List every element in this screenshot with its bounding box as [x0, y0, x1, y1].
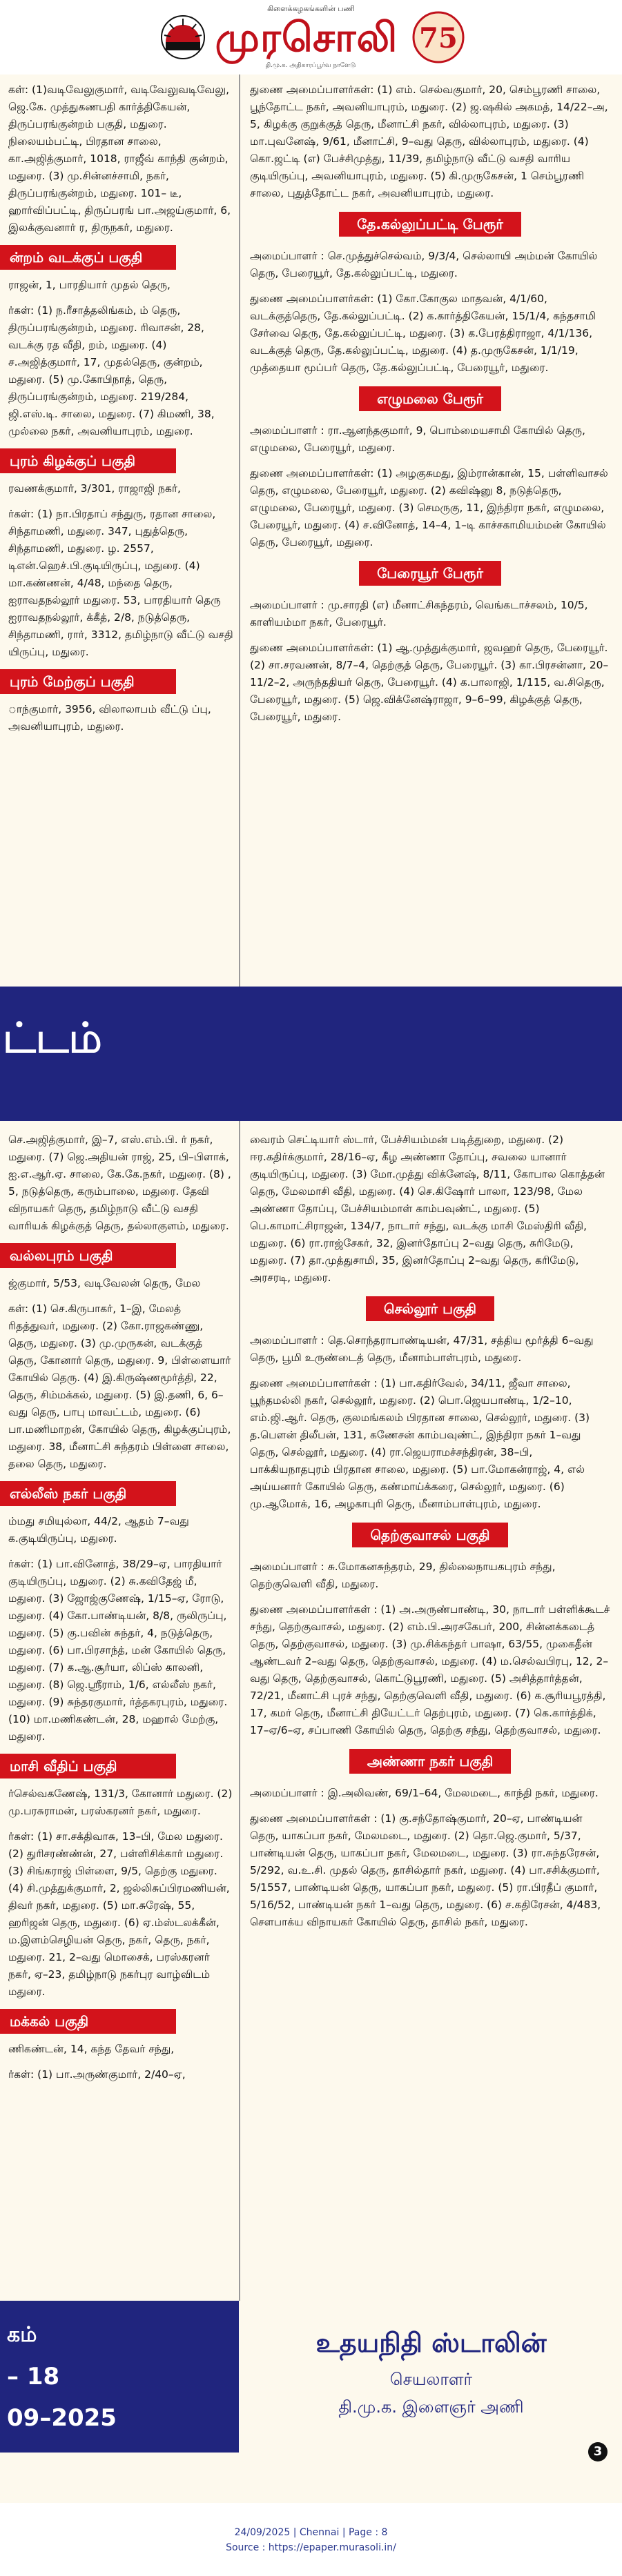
text-block: ர்செல்வகணேஷ், 131/3, கோனார் மதுரை. (2) மு.பரசுராமன், பரஸ்கரனர் நகர், மதுரை.: [8, 1787, 233, 1817]
section-heading: தெற்குவாசல் பகுதி: [352, 1523, 507, 1547]
section-heading: புரம் மேற்குப் பகுதி: [0, 669, 176, 694]
text-block: ாந்குமார், 3956, விலாலாபம் வீட்டு ப்பு, அவனியாபுரம், மதுரை.: [8, 703, 211, 733]
text-block: வைரம் செட்டியார் ஸ்டார், பேச்சியம்மன் படித்துறை, மதுரை. (2) ஈர.கதிர்க்குமார், 28/16–ஏ, கீழ அண்ணா தோப்பு, சவலை யானார் குடியிருப்பு, மதுரை. (3) மோ.முத்து விக்னேஷ், 8/11, கோபால கொத்தன் தெரு, மேலமாசி வீதி, மதுரை. (4) செ.கிஷோர் பாலா, 123/98, மேல அண்ணா தோப்பு, பேச்சியம்மாள் காம்பவுண்ட், மதுரை. (5) பெ.காமாட்சிராஜன், 134/7, நாடார் சந்து, வடக்கு மாசி மேஸ்திரி வீதி, மதுரை. (6) ரா.ராஜ்சேகர், 32, இனர்தோப்பு 2–வது தெரு, சுரிமேடு, மதுரை. (7) தா.முத்துசாமி, 35, இனர்தோப்பு 2–வது தெரு, கரிமேடு, அரசரடி, மதுரை.: [250, 1133, 605, 1284]
announcement-line-3: 09–2025: [7, 2404, 117, 2432]
paper-name: முரசொலி: [215, 14, 398, 61]
signature-block: [240, 2301, 622, 2453]
masthead-subtitle: தி.மு.க. அதிகாரப்பூர்வ நாளேடு: [265, 62, 356, 69]
anniversary-75-emblem: [408, 10, 469, 65]
section-heading: செல்லூர் பகுதி: [366, 1296, 494, 1321]
signatory-title: செயலாளர்: [389, 2370, 473, 2389]
announcement-box: [0, 2301, 239, 2453]
text-block: ணிகண்டன், 14, கந்த தேவர் சந்து,: [8, 2043, 175, 2055]
section-heading: அண்ணா நகர் பகுதி: [349, 1749, 512, 1774]
section-heading: மாசி வீதிப் பகுதி: [0, 1754, 176, 1779]
text-block: அமைப்பாளர் : மு.சாரதி (எ) மீனாட்சிகந்தரம், வெங்கடாச்சலம், 10/5, காளியம்மா நகர், பேரையூர்.: [250, 599, 588, 628]
lower-right-column: [250, 1131, 610, 1939]
text-block: கள்: (1)வடிவேலுகுமார், வடிவேலுவடிவேலு, ஜெ.கே. முத்துகணபதி கார்த்திகேயன், திருப்பரங்குன்றம் பகுதி, மதுரை. நிலையம்பட்டி, பிரதான சாலை, கா.அஜித்குமார், 1018, ராஜீவ் காந்தி குன்றம், மதுரை. (3) மு.சின்னச்சாமி, நகர், திருப்பரங்குன்றம், மதுரை. 101– டீ, ஹார்விப்பட்டி, திருப்பரங் பா.அஜய்குமார், 6, இலக்குவனார் ர, திருநகர், மதுரை.: [8, 83, 231, 234]
text-block: அமைப்பாளர் : செ.முத்துச்செல்வம், 9/3/4, செல்லாயி அம்மன் கோயில் தெரு, பேரையூர், தே.கல்லுப்பட்டி, மதுரை.: [250, 250, 598, 279]
section-heading: வல்லபுரம் பகுதி: [0, 1243, 176, 1268]
column-divider-top: [239, 75, 240, 987]
text-block: அமைப்பாளர் : சு.மோகனசுந்தரம், 29, தில்லைநாயகபுரம் சந்து, தெற்குவெளி வீதி, மதுரை.: [250, 1561, 556, 1590]
page-footer: [0, 2525, 622, 2555]
source-link[interactable]: Source : https://epaper.murasoli.in/: [226, 2542, 396, 2553]
section-heading: எழுமலை பேரூர்: [359, 386, 501, 411]
upper-left-column: [8, 81, 233, 744]
upper-right-column: [250, 81, 610, 734]
text-block: ர்கள்: (1) பா.அருண்குமார், 2/40–ஏ,: [8, 2068, 186, 2081]
text-block: துணை அமைப்பாளர்கள் : (1) அ.அருண்பாண்டி, 30, நாடார் பள்ளிக்கூடச் சந்து, தெற்குவாசல், மதுரை. (2) எம்.பி.அரசகேபர், 200, சின்னக்கடைத் தெரு, தெற்குவாசல், மதுரை. (3) மு.சிக்கந்தர் பாஷா, 63/55, முகைதீன் ஆண்டவர் 2–வது தெரு, தெற்குவாசல், மதுரை. (4) ம.செல்வபிரபு, 12, 2–வது தெரு, தெற்குவாசல், கொட்டுபூரணி, மதுரை. (5) அசித்தார்த்தன், 72/21, மீனாட்சி புரச் சந்து, தெற்குவெளி வீதி, மதுரை. (6) க.சூரியபூரத்தி, 17, கமர் தெரு, மீனாட்சி தியேட்டர் தெற்புரம், மதுரை. (7) கெ.கார்த்திக், 17–ஏ/6–ஏ, சப்பாணி கோயில் தெரு, தெற்கு சந்து, தெற்குவாசல், மதுரை.: [250, 1603, 610, 1736]
text-block: செ.அஜித்குமார், இ–7, எஸ்.எம்.பி. ர் நகர், மதுரை. (7) ஜெ.அதியன் ராஜ், 25, பி–பிளாக், ஐ.எ.ஆர்.ஏ. சாலை, கே.கே.நகர், மதுரை. (8) , 5, நடுத்தெரு, கரும்பாலை, மதுரை. தேவி விநாயகர் தெரு, தமிழ்நாடு வீட்டு வசதி வாரியக் கிழக்குத் தெரு, தல்லாகுளம், மதுரை.: [8, 1133, 231, 1232]
rising-sun-icon: [160, 14, 206, 60]
announcement-line-2: – 18: [7, 2363, 60, 2390]
masthead: [0, 0, 622, 72]
text-block: துணை அமைப்பாளர்கள் : (1) கு.சந்தோஷ்குமார், 20–ஏ, பாண்டியன் தெரு, யாகப்பா நகர், மேலமடை, மதுரை. (2) தொ.ஜெ.குமார், 5/37, பாண்டியன் தெரு, யாகப்பா நகர், மேலமடை, மதுரை. (3) ரா.சுந்தரேசன், 5/292, வ.உ.சி. முதல் தெரு, தாசில்தார் நகர், மதுரை. (4) பா.சசிக்குமார், 5/1557, பாண்டியன் தெரு, யாகப்பா நகர், மதுரை. (5) ரா.பிரதீப் குமார், 5/16/52, பாண்டியன் நகர் 1–வது தெரு, மதுரை. (6) ச.கதிரேசன், 4/483, சௌபாக்ய விநாயகர் கோயில் தெரு, தாசில் நகர், மதுரை.: [250, 1812, 601, 1928]
section-heading: பேரையூர் பேரூர்: [359, 561, 501, 586]
district-banner: [0, 987, 622, 1121]
banner-text: ட்டம்: [3, 1014, 102, 1062]
signatory-wing: தி.மு.க. இளைஞர் அணி: [338, 2397, 524, 2417]
text-block: ம்மது சமியுல்லா, 44/2, ஆதம் 7–வது க.குடியிருப்பு, மதுரை.: [8, 1515, 189, 1545]
text-block: கள்: (1) செ.கிருபாகர், 1–இ, மேலத் ரிதத்துவர், மதுரை. (2) கோ.ராஜகண்ணு, தெரு, மதுரை. (3) மு.முருகன், வடக்குத் தெரு, கோனார் தெரு, மதுரை. 9, பிள்ளையார் கோயில் தெரு. (4) இ.கிருஷ்ணமூர்த்தி, 22, தெரு, சிம்மக்கல், மதுரை. (5) இ.தணி, 6, 6–வது தெரு, பாபு மாவட்டம், மதுரை. (6) பா.மணிமாறன், கோயில் தெரு, கிழக்குப்புரம், மதுரை. 38, மீனாட்சி சுந்தரம் பிள்ளை சாலை, தலை தெரு, மதுரை.: [8, 1302, 231, 1470]
section-heading: புரம் கிழக்குப் பகுதி: [0, 448, 176, 473]
text-block: ர்கள்: (1) நா.பிரதாப் சந்துரு, ரதான சாலை, சிந்தாமணி, மதுரை. 347, புதுத்தெரு, சிந்தாமணி, மதுரை. ழ. 2557, டிஎன்.ஹெச்.பி.குடியிருப்பு, மதுரை. (4) மா.கண்ணன், 4/48, மந்தை தெரு, ஐராவதநல்லூர் மதுரை. 53, பாரதியார் தெரு ஐராவதநல்லூர், க்கீத், 2/8, நடுத்தெரு, சிந்தாமணி, ரார், 3312, தமிழ்நாடு வீட்டு வசதி யிருப்பு, மதுரை.: [8, 508, 233, 658]
text-block: அமைப்பாளர் : ரா.ஆனந்தகுமார், 9, பொம்மையசாமி கோயில் தெரு, எழுமலை, பேரையூர், மதுரை.: [250, 424, 585, 454]
section-heading: தே.கல்லுப்பட்டி பேரூர்: [339, 212, 521, 237]
logo-group: [155, 10, 473, 65]
text-block: அமைப்பாளர் : தெ.சொந்தராபாண்டியன், 47/31, சத்திய மூர்த்தி 6–வது தெரு, பூமி உருண்டைத் தெரு, மீனாம்பாள்புரம், மதுரை.: [250, 1334, 594, 1364]
text-block: ர்கள்: (1) பா.வினோத், 38/29–ஏ, பாரதியார் குடியிருப்பு, மதுரை. (2) சு.கவிதேஜ் மீ, மதுரை. (3) ஜோஜ்குணேஷ், 1/15–ஏ, ரோடு, மதுரை. (4) கோ.பாண்டியன், 8/8, ருலிருப்பு, மதுரை. (5) கு.பவின் சுந்தர், 4, நடுத்தெரு, மதுரை. (6) பா.பிரசாந்த், மன் கோயில் தெரு, மதுரை. (7) க.ஆ.சூர்யா, லிப்ஸ் காலனி, மதுரை. (8) ஜெ.ஸ்ரீராம், 1/6, எல்லீஸ் நகர், மதுரை. (9) சுந்தரகுமார், ர்த்தகரபுரம், மதுரை. (10) மா.மணிகண்டன், 28, மஹால் மேற்கு, மதுரை.: [8, 1558, 228, 1743]
section-heading: எல்லீஸ் நகர் பகுதி: [0, 1481, 176, 1506]
text-block: துணை அமைப்பாளர்கள் : (1) பா.கதிர்வேல், 34/11, ஜீவா சாலை, பூந்தமல்லி நகர், செல்லூர், மதுரை. (2) பொ.ஜெயபாண்டி, 1/2–10, எம்.ஜி.ஆர். தெரு, குலமங்கலம் பிரதான சாலை, செல்லூர், மதுரை. (3) த.பெளன் திலீபன், 131, கணேசன் காம்பவுண்ட், இந்திரா நகர் 1–வது தெரு, செல்லூர், மதுரை. (4) ரா.ஜெயராமச்சந்திரன், 38–பி, பாக்கியநாதபுரம் பிரதான சாலை, மதுரை. (5) பா.மோகன்ராஜ், 4, எல் அய்யனார் கோயில் தெரு, கண்மாய்க்கரை, செல்லூர், மதுரை. (6) மு.ஆமோக், 16, அழகாபுரி தெரு, மீனாம்பாள்புரம், மதுரை.: [250, 1377, 590, 1510]
text-block: ஜ்குமார், 5/53, வடிவேலன் தெரு, மேல: [8, 1277, 201, 1289]
edition-date-line: 24/09/2025 | Chennai | Page : 8: [234, 2527, 388, 2538]
text-block: துணை அமைப்பாளர்கள்: (1) கோ.கோகுல மாதவன், 4/1/60, வடக்குத்தெரு, தே.கல்லுப்பட்டி. (2) க.கார்த்திகேயன், 15/1/4, கந்தசாமி சேர்வை தெரு, தே.கல்லுப்பட்டி, மதுரை. (3) க.பேரத்திராஜா, 4/1/136, வடக்குத் தெரு, தே.கல்லுப்பட்டி, மதுரை. (4) த.முருகேசன், 1/1/19, முத்தையா மூப்பர் தெரு, தே.கல்லுப்பட்டி, பேரையூர், மதுரை.: [250, 293, 596, 374]
text-block: ராஜன், 1, பாரதியார் முதல் தெரு,: [8, 279, 171, 291]
text-block: அமைப்பாளர் : இ.அலிவண், 69/1–64, மேலமடை, காந்தி நகர், மதுரை.: [250, 1787, 599, 1799]
text-block: துணை அமைப்பாளர்கள்: (1) ஆ.முத்துக்குமார், ஜவஹர் தெரு, பேரையூர். (2) சா.சரவணன், 8/7–4, தெற்குத் தெரு, பேரையூர். (3) கா.பிரசன்னா, 20–11/2–2, அருந்ததியர் தெரு, பேரையூர். (4) க.பாலாஜி, 1/115, வ.சிதெரு, பேரையூர், மதுரை. (5) ஜெ.விக்னேஷ்ராஜா, 9–6–99, கிழக்குத் தெரு, பேரையூர், மதுரை.: [250, 642, 609, 723]
anniversary-number: 75: [418, 22, 458, 55]
column-divider-bottom: [239, 1121, 240, 2301]
text-block: ர்கள்: (1) ந.ரீசாத்தலிங்கம், ம் தெரு, திருப்பரங்குன்றம், மதுரை. ரிவாசன், 28, வடக்கு ரத வீதி, றம், மதுரை. (4) ச.அஜித்குமார், 17, முதல்தெரு, குன்றம், மதுரை. (5) மு.கோபிநாத், தெரு, திருப்பரங்குன்றம், மதுரை. 219/284, ஜி.எஸ்.டி. சாலை, மதுரை. (7) கிமணி, 38, முல்லை நகர், அவனியாபுரம், மதுரை.: [8, 304, 215, 437]
masthead-tagline: கிளைக்கழகங்களின் பணி: [267, 4, 355, 13]
text-block: ர்கள்: (1) சா.சக்திவாசு, 13–பி, மேல மதுரை. (2) துரிசரண்ண்ன், 27, பள்ளிசிக்கார் மதுரை. (3) சிங்கராஜ் பிள்ளை, 9/5, தெற்கு மதுரை. (4) சி.முத்துக்குமார், 2, ஜல்லிசுப்பிரமணியன், திவர் நகர், மதுரை. (5) மா.சுரேஷ், 55, ஹரிஜன் தெரு, மதுரை. (6) ஏ.ம்ஸ்டலக்கீன், ம.இளம்செழியன் தெரு, நகர், தெரு, நகர், மதுரை. 21, 2–வது மொசைக், பரஸ்கரனர் நகர், ஏ–23, தமிழ்நாடு நகர்புர வாழ்விடம் மதுரை.: [8, 1830, 230, 1998]
text-block: ரவணக்குமார், 3/301, ராஜாஜி நகர்,: [8, 482, 181, 495]
text-block: துணை அமைப்பாளர்கள்: (1) அழகுசுமது, இம்ரான்கான், 15, பள்ளிவாசல் தெரு, எழுமலை, பேரையூர், மதுரை. (2) கவிஷ்னு 8, நடுத்தெரு, எழுமலை, பேரையூர், மதுரை. (3) செமருகு, 11, இந்திரா நகர், எழுமலை, பேரையூர், மதுரை. (4) ச.வினோத், 14–4, 1–டி காச்சகாமியம்மன் கோயில் தெரு, பேரையூர், மதுரை.: [250, 467, 608, 548]
signatory-name: உதயநிதி ஸ்டாலின்: [315, 2327, 547, 2358]
section-heading: மக்கல் பகுதி: [0, 2009, 176, 2034]
announcement-line-1: கம்: [7, 2323, 37, 2347]
page-number-badge: 3: [588, 2442, 608, 2461]
lower-left-column: [8, 1131, 233, 2092]
section-heading: ன்றம் வடக்குப் பகுதி: [0, 245, 176, 270]
text-block: துணை அமைப்பாளர்கள்: (1) எம். செல்வகுமார், 20, செம்பூரணி சாலை, பூந்தோட்ட நகர், அவனியாபுரம், மதுரை. (2) ஜ.ஷகில் அகமத், 14/22–அ, 5, கிழக்கு குறுக்குத் தெரு, மீனாட்சி நகர், வில்லாபுரம், மதுரை. (3) மா.புவனேஷ், 9/61, மீனாட்சி, 9–வது தெரு, வில்லாபுரம், மதுரை. (4) கொ.ஜட்டி (எ) பேச்சிமுத்து, 11/39, தமிழ்நாடு வீட்டு வசதி வாரிய குடியிருப்பு, அவனியாபுரம், மதுரை. (5) கி.முருகேசன், 1 செம்பூரணி சாலை, புதுத்தோட்ட நகர், அவனியாபுரம், மதுரை.: [250, 83, 608, 199]
